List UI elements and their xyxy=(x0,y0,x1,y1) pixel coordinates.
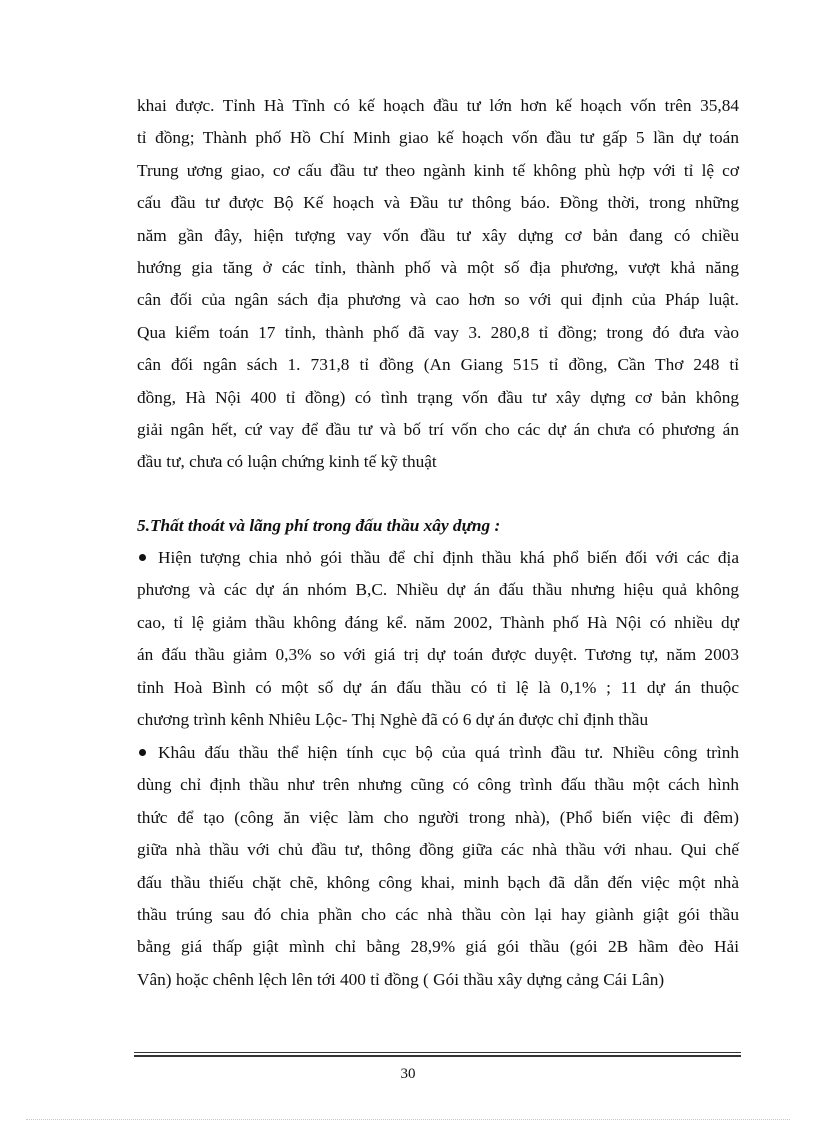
paragraph-line: giải ngân hết, cứ vay để đầu tư và bố trí vốn cho các dự án chưa có phương án xyxy=(137,420,739,440)
paragraph-line: cân đối của ngân sách địa phương và cao hơn so với qui định của Pháp luật. xyxy=(137,290,739,310)
bullet-icon xyxy=(139,554,146,561)
paragraph-line: cao, tỉ lệ giảm thầu không đáng kể. năm 2002, Thành phố Hà Nội có nhiều dự xyxy=(137,612,739,632)
paragraph-line: hướng gia tăng ở các tỉnh, thành phố và một số địa phương, vượt khả năng xyxy=(137,258,739,278)
paragraph-line: cân đối ngân sách 1. 731,8 tỉ đồng (An Giang 515 tỉ đồng, Cần Thơ 248 tỉ xyxy=(137,355,739,375)
bullet-first-line: Hiện tượng chia nhỏ gói thầu để chỉ định thầu khá phổ biến đối với các địa xyxy=(158,548,739,567)
paragraph-line: thức để tạo (công ăn việc làm cho người trong nhà), (Phổ biến việc đi đêm) xyxy=(137,807,739,827)
paragraph-line xyxy=(137,737,739,769)
bullet-first-line: Khâu đấu thầu thể hiện tính cục bộ của quá trình đầu tư. Nhiều công trình xyxy=(158,743,739,762)
paragraph-line: đầu tư, chưa có luận chứng kinh tế kỹ thuật xyxy=(137,452,437,472)
paragraph-line: đồng, Hà Nội 400 tỉ đồng) có tình trạng vốn đầu tư xây dựng cơ bản không xyxy=(137,387,739,407)
paragraph-line: chương trình kênh Nhiêu Lộc- Thị Nghè đã có 6 dự án được chỉ định thầu xyxy=(137,710,649,730)
paragraph-line: tỉnh Hoà Bình có một số dự án đấu thầu có tỉ lệ là 0,1% ; 11 dự án thuộc xyxy=(137,677,739,697)
paragraph-line: bằng giá thấp giật mình chỉ bằng 28,9% giá gói thầu (gói 2B hầm đèo Hải xyxy=(137,937,739,957)
paragraph-line: giữa nhà thầu với chủ đầu tư, thông đồng giữa các nhà thầu với nhau. Qui chế xyxy=(137,840,739,860)
bullet-item xyxy=(137,737,739,996)
paragraph-line: phương và các dự án nhóm B,C. Nhiều dự án đấu thầu nhưng hiệu quả không xyxy=(137,580,739,600)
paragraph-line: tỉ đồng; Thành phố Hồ Chí Minh giao kế hoạch vốn đầu tư gấp 5 lần dự toán xyxy=(137,128,739,148)
paragraph-line: Qua kiểm toán 17 tỉnh, thành phố đã vay 3. 280,8 tỉ đồng; trong đó đưa vào xyxy=(137,322,739,342)
footer-divider xyxy=(134,1052,741,1053)
paragraph-line xyxy=(137,542,739,574)
intro-paragraph xyxy=(137,90,739,479)
paragraph-line: năm gần đây, hiện tượng vay vốn đầu tư xây dựng cơ bản đang có chiều xyxy=(137,225,739,245)
bullet-icon xyxy=(139,749,146,756)
paragraph-line: cấu đầu tư được Bộ Kế hoạch và Đầu tư thông báo. Đồng thời, trong những xyxy=(137,193,739,213)
paragraph-line: đấu thầu thiếu chặt chẽ, không công khai, minh bạch đã dẫn đến việc một nhà xyxy=(137,872,739,892)
page-edge-divider xyxy=(26,1119,790,1120)
paragraph-line: Vân) hoặc chênh lệch lên tới 400 tỉ đồng ( Gói thầu xây dựng cảng Cái Lân) xyxy=(137,969,665,989)
bullet-item xyxy=(137,542,739,736)
paragraph-line: khai được. Tỉnh Hà Tĩnh có kế hoạch đầu tư lớn hơn kế hoạch vốn trên 35,84 xyxy=(137,96,739,115)
paragraph-line: dùng chỉ định thầu như trên nhưng cũng có công trình đấu thầu một cách hình xyxy=(137,775,739,795)
paragraph-line: án đấu thầu giảm 0,3% so với giá trị dự toán được duyệt. Tương tự, năm 2003 xyxy=(137,645,739,665)
paragraph-line: thầu trúng sau đó chia phần cho các nhà thầu còn lại hay giành giật gói thầu xyxy=(137,905,739,925)
section-heading: 5.Thất thoát và lãng phí trong đấu thầu xây dựng : xyxy=(137,516,501,535)
page-number: 30 xyxy=(400,1066,416,1082)
paragraph-line: Trung ương giao, cơ cấu đầu tư theo ngành kinh tế không phù hợp với tỉ lệ cơ xyxy=(137,160,739,180)
footer-divider xyxy=(134,1055,741,1057)
